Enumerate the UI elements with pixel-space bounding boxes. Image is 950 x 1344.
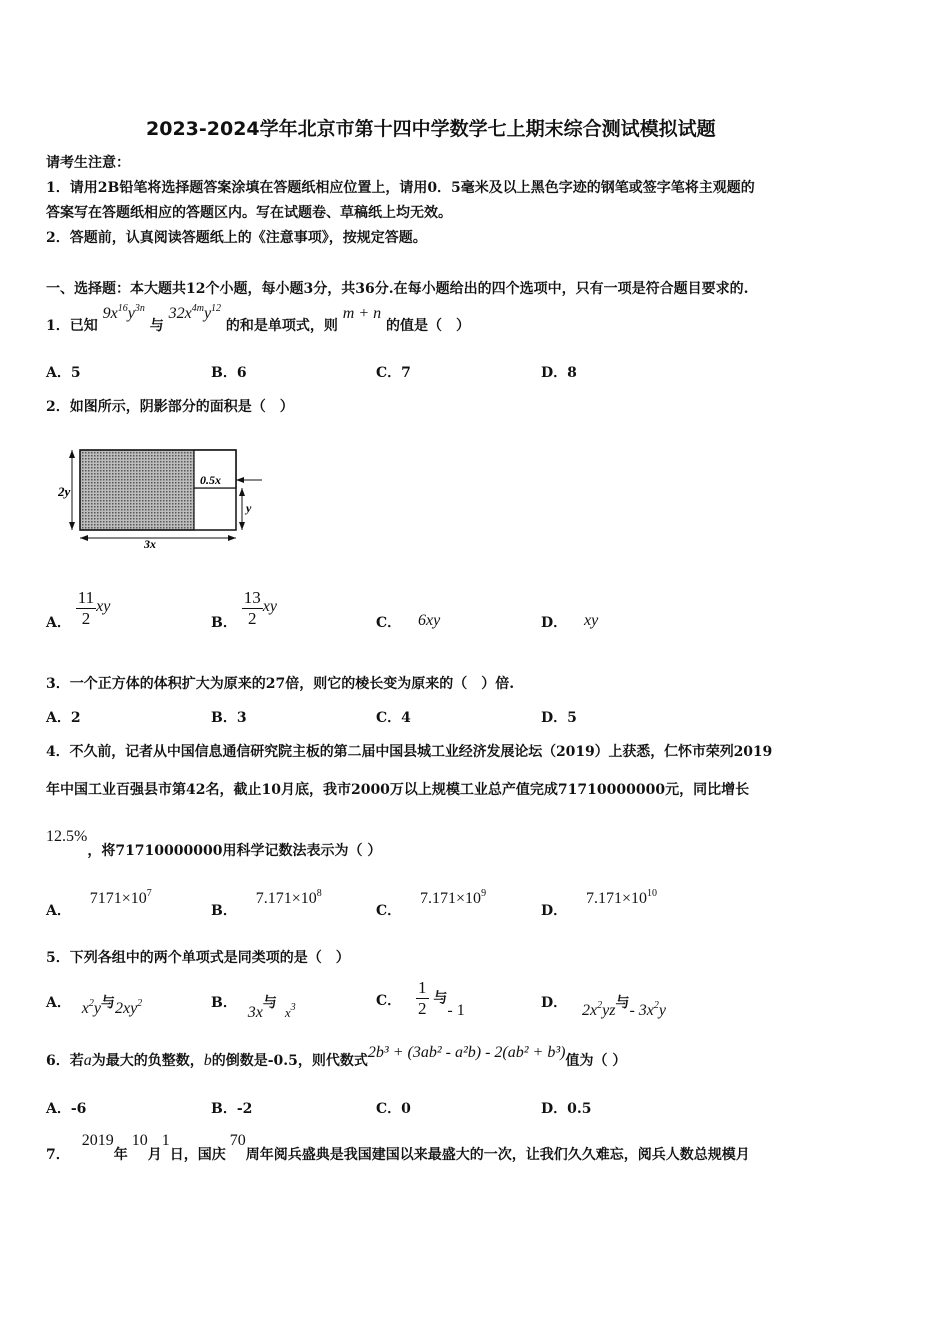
q2-b-fraction: $\frac{13}{2}$ xyxy=(243,588,261,628)
q2-option-c[interactable]: C． 6xy xyxy=(376,612,441,631)
question-2: 2．如图所示，阴影部分的面积是（ ） xyxy=(46,399,294,415)
q2-figure xyxy=(58,440,278,560)
question-7: 7．2019年10月1日，国庆70周年阅兵盛典是我国建国以来最盛大的一次，让我们久久难忘，阅兵人数总规模月 xyxy=(46,1132,750,1163)
q2-option-a[interactable]: A． $\frac{11}{2}$ xy xyxy=(46,588,111,631)
q1-option-c[interactable]: C．7 xyxy=(376,365,411,381)
label-2y: 2y xyxy=(58,484,71,499)
question-1 xyxy=(46,303,471,334)
q2-option-d[interactable]: D． xy xyxy=(541,612,599,631)
q4-percent: 12.5% xyxy=(46,828,88,845)
q3-option-c[interactable]: C．4 xyxy=(376,710,411,726)
q4-option-c[interactable]: C． $7.171\times 10^9$ xyxy=(376,888,487,919)
q1-expr-2: $32x^{4m}y^{12}$ xyxy=(168,303,222,322)
q1-expr-1: $9x^{16}y^{3n}$ xyxy=(102,303,145,322)
notice-line-1a: 1．请用2B铅笔将选择题答案涂填在答题纸相应位置上，请用0．5毫米及以上黑色字迹的钢笔或签字笔将主观题的 xyxy=(46,180,755,196)
q6-expression: 2b³ + (3ab² - a²b) - 2(ab² + b³) xyxy=(367,1044,566,1061)
q1-prefix: 1．已知 xyxy=(46,318,98,334)
label-3x: 3x xyxy=(144,537,156,551)
notice-line-1b: 答案写在答题纸相应的答题区内。写在试题卷、草稿纸上均无效。 xyxy=(46,205,452,221)
q5-option-c[interactable]: C． $\frac{1}{2}$ 与- 1 xyxy=(376,978,465,1019)
q1-m-plus-n: m + n xyxy=(342,305,382,322)
question-4-line-3: 12.5%，将71710000000用科学记数法表示为（ ） xyxy=(46,828,382,859)
q6-option-b[interactable]: B．-2 xyxy=(211,1101,253,1117)
q4-option-b[interactable]: B． $7.171\times 10^8$ xyxy=(211,888,322,919)
q4-option-a[interactable]: A． $7171\times 10^7$ xyxy=(46,888,152,919)
label-0.5x: 0.5x xyxy=(200,473,221,487)
q1-option-b[interactable]: B．6 xyxy=(211,365,247,381)
section-heading: 一、选择题：本大题共12个小题，每小题3分，共36分.在每小题给出的四个选项中，只有一项是符合题目要求的. xyxy=(46,281,749,297)
q1-suffix: 的值是（ ） xyxy=(386,318,471,334)
q2-a-fraction: $\frac{11}{2}$ xyxy=(77,588,95,628)
label-y: y xyxy=(246,501,252,515)
q4-option-d[interactable]: D． $7.171\times 10^{10}$ xyxy=(541,888,658,919)
q3-option-b[interactable]: B．3 xyxy=(211,710,247,726)
q5-option-d[interactable]: D． $2x^2yz$与- $3x^2y$ xyxy=(541,995,666,1019)
question-4-line-1: 4．不久前，记者从中国信息通信研究院主板的第二届中国县城工业经济发展论坛（2019）上获悉，仁怀市荣列2019 xyxy=(46,744,773,760)
q1-option-a[interactable]: A．5 xyxy=(46,365,81,381)
q5-option-a[interactable]: A． $x^2y$与$2xy^2$ xyxy=(46,995,143,1017)
q6-option-c[interactable]: C．0 xyxy=(376,1101,411,1117)
q2-option-b[interactable]: B． $\frac{13}{2}$ xy xyxy=(211,588,277,631)
q5-option-b[interactable]: B． 3x与$x^3$ xyxy=(211,995,296,1021)
question-4-line-2: 年中国工业百强县市第42名，截止10月底，我市2000万以上规模工业总产值完成71710000000元，同比增长 xyxy=(46,782,750,798)
question-3: 3．一个正方体的体积扩大为原来的27倍，则它的棱长变为原来的（ ）倍. xyxy=(46,676,515,692)
notice-line-2: 2．答题前，认真阅读答题纸上的《注意事项》，按规定答题。 xyxy=(46,230,427,246)
q6-option-a[interactable]: A．-6 xyxy=(46,1101,87,1117)
notice-heading: 请考生注意： xyxy=(46,155,130,171)
q1-and: 与 xyxy=(149,318,164,334)
q6-option-d[interactable]: D．0.5 xyxy=(541,1101,592,1117)
q3-option-d[interactable]: D．5 xyxy=(541,710,577,726)
question-6: 6．若a为最大的负整数，b的倒数是-0.5，则代数式2b³ + (3ab² - a²b) - 2(ab² + b³)值为（ ） xyxy=(46,1044,627,1069)
q1-option-d[interactable]: D．8 xyxy=(541,365,577,381)
page-title: 2023-2024学年北京市第十四中学数学七上期末综合测试模拟试题 xyxy=(146,118,716,140)
q3-option-a[interactable]: A．2 xyxy=(46,710,81,726)
q1-mid: 的和是单项式，则 xyxy=(225,318,338,334)
question-5: 5．下列各组中的两个单项式是同类项的是（ ） xyxy=(46,950,350,966)
